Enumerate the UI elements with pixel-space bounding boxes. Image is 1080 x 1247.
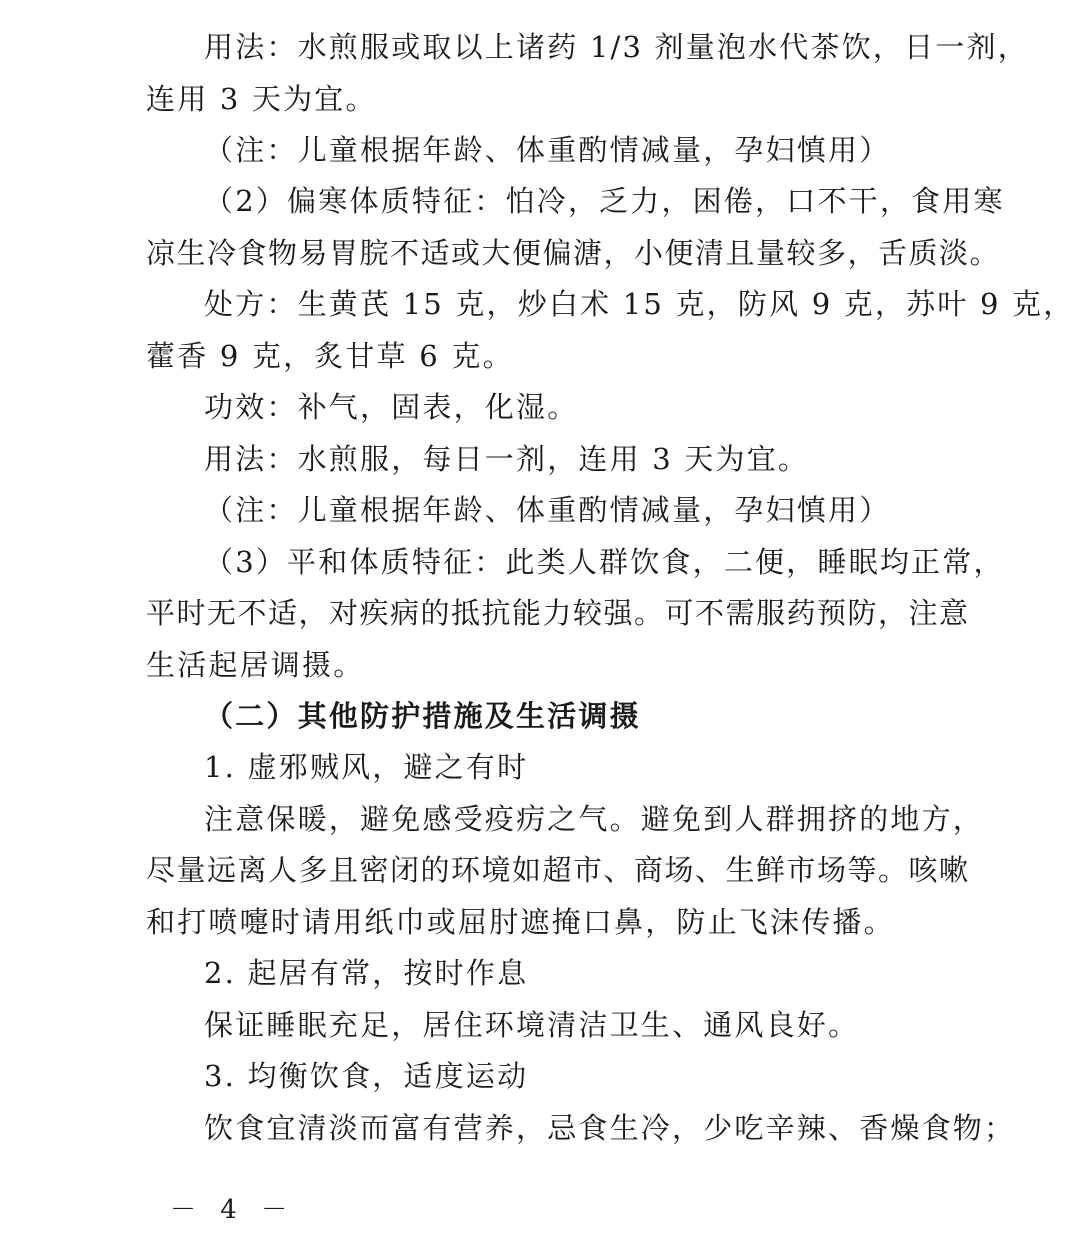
diet-line: 饮食宜清淡而富有营养，忌食生冷，少吃辛辣、香燥食物； bbox=[204, 1111, 1016, 1145]
prescription-line-2: 藿香 9 克，炙甘草 6 克。 bbox=[146, 339, 514, 373]
subheading-1: 1. 虚邪贼风，避之有时 bbox=[204, 750, 529, 784]
note-line: （注：儿童根据年龄、体重酌情减量，孕妇慎用） bbox=[204, 133, 891, 167]
efficacy-line: 功效：补气，固表，化湿。 bbox=[204, 390, 579, 424]
subheading-2: 2. 起居有常，按时作息 bbox=[204, 956, 529, 990]
note-line-2: （注：儿童根据年龄、体重酌情减量，孕妇慎用） bbox=[204, 493, 891, 527]
protection-line-2: 尽量远离人多且密闭的环境如超市、商场、生鲜市场等。咳嗽 bbox=[146, 853, 970, 887]
neutral-type-line-3: 生活起居调摄。 bbox=[146, 648, 365, 682]
section-heading: （二）其他防护措施及生活调摄 bbox=[204, 699, 641, 733]
protection-line-3: 和打喷嚏时请用纸巾或屈肘遮掩口鼻，防止飞沫传播。 bbox=[146, 905, 895, 939]
cold-type-line-2: 凉生冷食物易胃脘不适或大便偏溏，小便清且量较多，舌质淡。 bbox=[146, 236, 1001, 270]
protection-line-1: 注意保暖，避免感受疫疠之气。避免到人群拥挤的地方， bbox=[204, 802, 985, 836]
subheading-3: 3. 均衡饮食，适度运动 bbox=[204, 1059, 529, 1093]
usage-line-3: 用法：水煎服，每日一剂，连用 3 天为宜。 bbox=[204, 442, 810, 476]
neutral-type-line-1: （3）平和体质特征：此类人群饮食，二便，睡眠均正常， bbox=[204, 545, 1005, 579]
neutral-type-line-2: 平时无不适，对疾病的抵抗能力较强。可不需服药预防，注意 bbox=[146, 596, 970, 630]
page-number: － 4 － bbox=[170, 1195, 296, 1225]
usage-line-1: 用法：水煎服或取以上诸药 1/3 剂量泡水代茶饮，日一剂， bbox=[204, 30, 1029, 64]
sleep-line: 保证睡眠充足，居住环境清洁卫生、通风良好。 bbox=[204, 1008, 860, 1042]
prescription-line-1: 处方：生黄芪 15 克，炒白术 15 克，防风 9 克，苏叶 9 克， bbox=[204, 287, 1075, 321]
cold-type-line-1: （2）偏寒体质特征：怕冷，乏力，困倦，口不干，食用寒 bbox=[204, 184, 1005, 218]
usage-line-2: 连用 3 天为宜。 bbox=[146, 82, 377, 116]
